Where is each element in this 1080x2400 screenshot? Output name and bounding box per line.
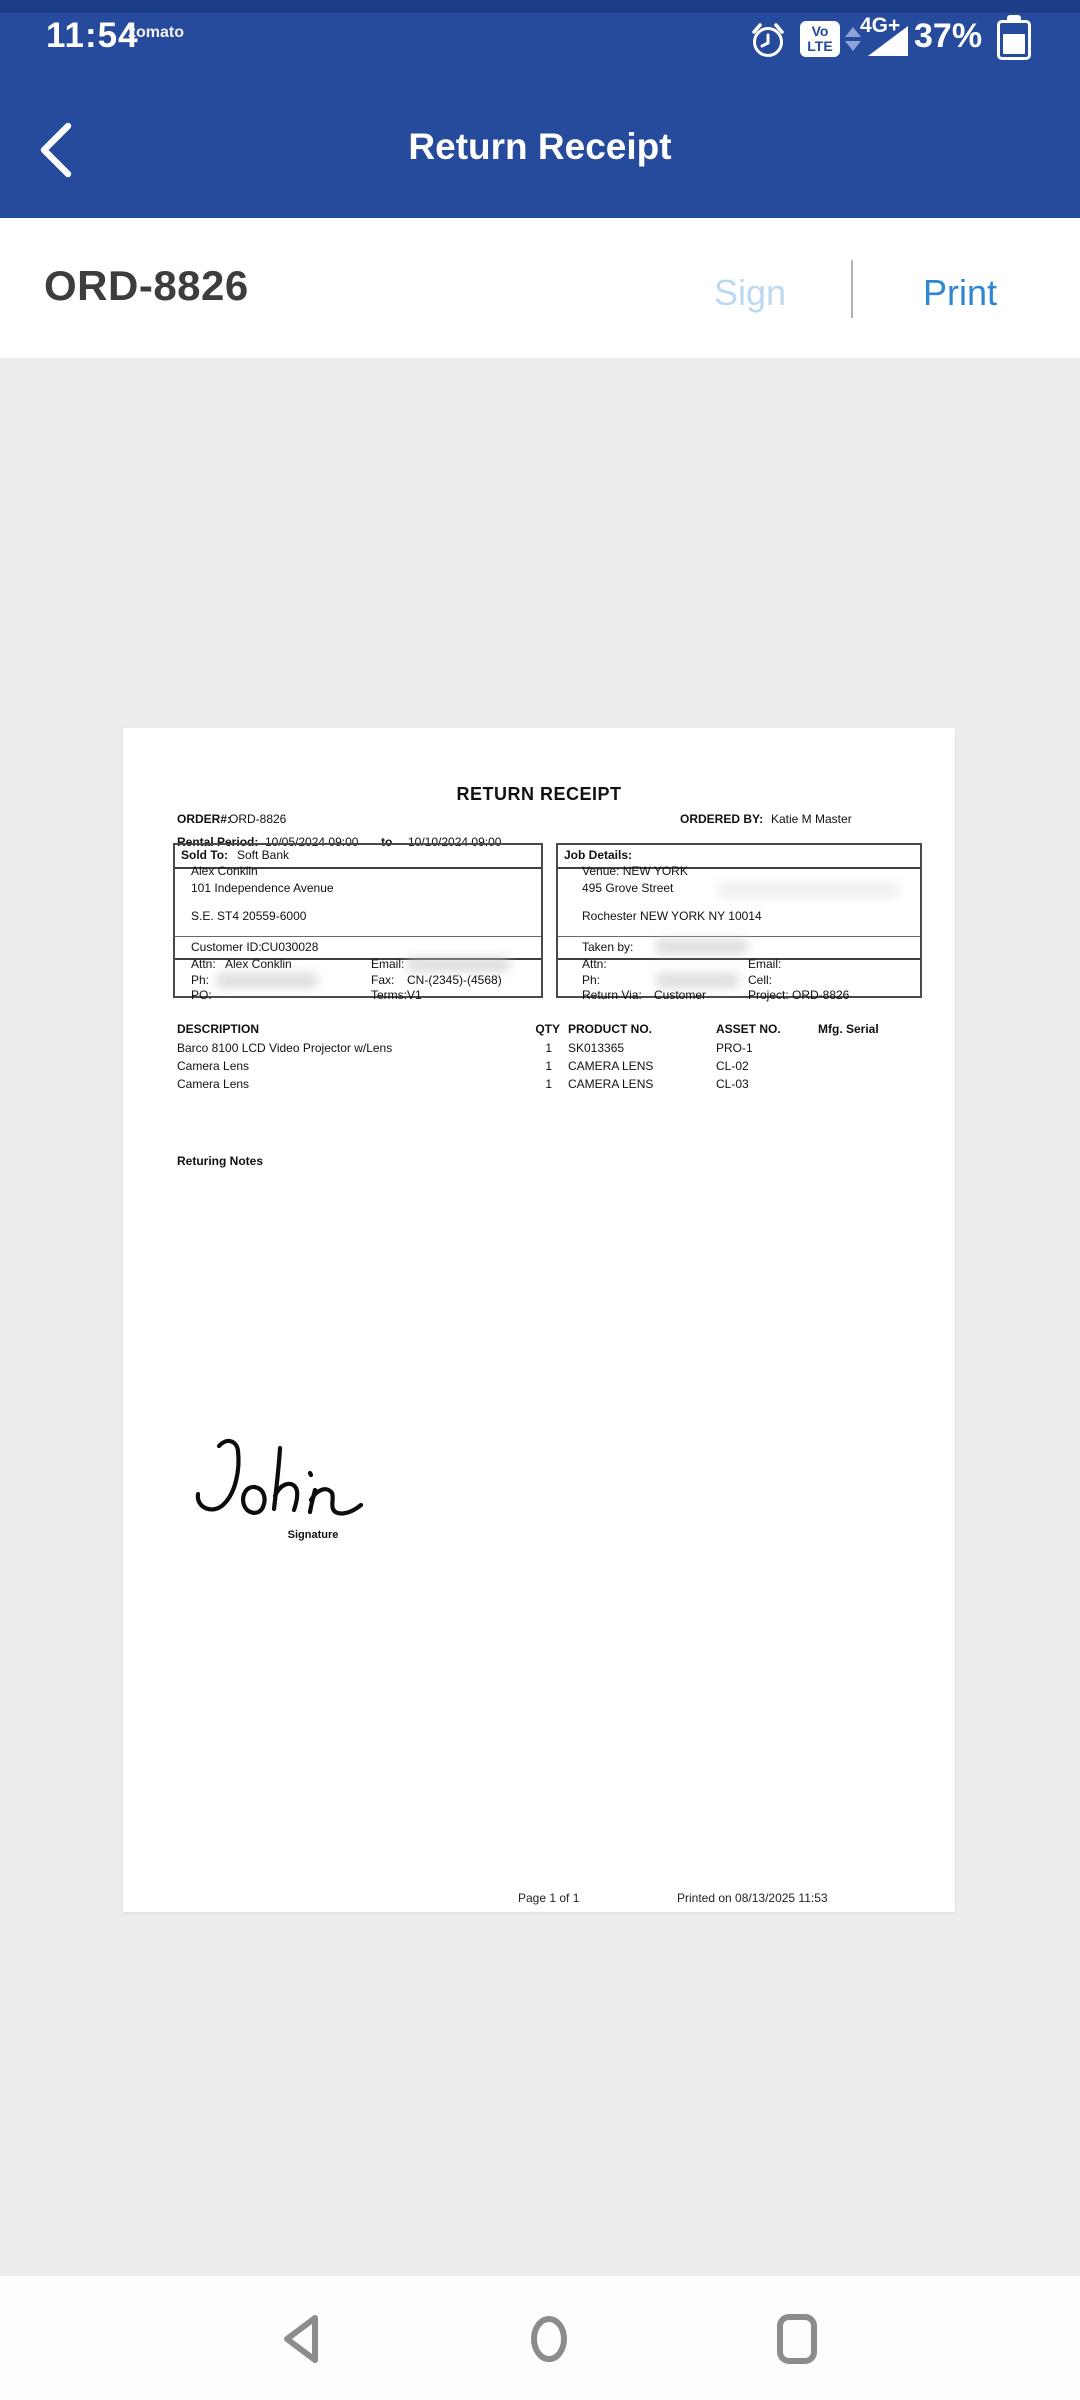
item-description: Barco 8100 LCD Video Projector w/Lens xyxy=(177,1041,393,1055)
carrier-label: zomato xyxy=(128,24,184,41)
rental-end: 10/10/2024 09:00 xyxy=(408,835,502,849)
redacted-phone xyxy=(217,973,317,988)
item-description: Camera Lens xyxy=(177,1059,250,1073)
sold-to-box xyxy=(173,843,543,1002)
redacted-job-phone xyxy=(656,973,738,988)
app-bar xyxy=(0,64,1080,218)
col-header-serial: Mfg. Serial xyxy=(818,1022,879,1036)
customer-id-label: Customer ID: xyxy=(191,940,262,954)
ordered-by-label: ORDERED BY: xyxy=(680,812,764,826)
city-line: Rochester NEW YORK NY 10014 xyxy=(582,909,762,923)
signature-drawing xyxy=(189,1434,389,1532)
item-qty: 1 xyxy=(545,1077,552,1091)
project-label: Project: xyxy=(748,988,789,1002)
item-product: SK013365 xyxy=(568,1041,625,1055)
item-asset: PRO-1 xyxy=(716,1041,753,1055)
ph-label: Ph: xyxy=(191,973,210,987)
nav-recents-square-icon xyxy=(780,2317,814,2361)
item-description: Camera Lens xyxy=(177,1077,250,1091)
job-email-label: Email: xyxy=(748,957,782,971)
item-qty: 1 xyxy=(545,1041,552,1055)
sold-to-address2: S.E. ST4 20559-6000 xyxy=(191,909,307,923)
order-value: ORD-8826 xyxy=(229,812,287,826)
document-title: RETURN RECEIPT xyxy=(456,784,622,804)
ordered-by-value: Katie M Master xyxy=(771,812,852,826)
data-activity-arrows-icon xyxy=(845,27,861,53)
redacted-email xyxy=(407,957,509,972)
sold-to-company: Soft Bank xyxy=(237,848,290,862)
job-attn-label: Attn: xyxy=(582,957,607,971)
email-label: Email: xyxy=(371,957,405,971)
nav-recents-button[interactable] xyxy=(770,2312,830,2366)
battery-percent-label: 37% xyxy=(914,17,983,55)
fax-value: CN-(2345)-(4568) xyxy=(407,973,502,987)
footer-page-number: Page 1 of 1 xyxy=(518,1891,580,1905)
status-time: 11:54 xyxy=(46,16,139,55)
attn-label: Attn: xyxy=(191,957,216,971)
job-details-label: Job Details: xyxy=(564,848,633,862)
rental-to-word: to xyxy=(381,835,393,849)
signature-john-strokes xyxy=(198,1441,361,1514)
terms-value: V1 xyxy=(407,988,422,1002)
job-ph-label: Ph: xyxy=(582,973,601,987)
sold-to-contact-name: Alex Conklin xyxy=(191,864,258,878)
item-qty: 1 xyxy=(545,1059,552,1073)
nav-back-button[interactable] xyxy=(275,2312,335,2366)
rental-start: 10/05/2024 09:00 xyxy=(265,835,359,849)
street-line: 495 Grove Street xyxy=(582,881,674,895)
android-nav-bar xyxy=(0,2276,1080,2400)
network-type-label: 4G+ xyxy=(860,14,901,37)
customer-id-value: CU030028 xyxy=(261,940,319,954)
return-via-value: Customer xyxy=(654,988,707,1002)
venue-line: Venue: NEW YORK xyxy=(582,864,688,878)
returning-notes-label: Returing Notes xyxy=(177,1154,264,1168)
receipt-page xyxy=(123,728,955,1912)
nav-home-circle-icon xyxy=(534,2319,564,2359)
volte-text-bottom: LTE xyxy=(807,38,833,54)
print-button[interactable]: Print xyxy=(922,272,998,313)
footer-printed-timestamp: Printed on 08/13/2025 11:53 xyxy=(677,1891,828,1905)
page-title: Return Receipt xyxy=(408,126,672,167)
col-header-asset: ASSET NO. xyxy=(716,1022,781,1036)
project-value: ORD-8826 xyxy=(792,988,850,1002)
return-via-label: Return Via: xyxy=(582,988,642,1002)
volte-text-top: Vo xyxy=(811,23,829,39)
signature-label: Signature xyxy=(287,1529,339,1541)
order-label: ORDER#: xyxy=(177,812,232,826)
taken-by-row xyxy=(558,936,920,960)
terms-label: Terms: xyxy=(371,988,407,1002)
status-bar xyxy=(0,0,1080,64)
order-number: ORD-8826 xyxy=(44,262,249,309)
nav-back-triangle-icon xyxy=(287,2318,315,2360)
divider xyxy=(851,260,853,318)
job-details-box xyxy=(556,843,922,1002)
redacted-address xyxy=(718,883,898,897)
po-label: PO: xyxy=(191,988,212,1002)
col-header-description: DESCRIPTION xyxy=(177,1022,260,1036)
nav-home-button[interactable] xyxy=(522,2312,582,2366)
document-preview-area[interactable] xyxy=(0,358,1080,2276)
sold-to-address1: 101 Independence Avenue xyxy=(191,881,334,895)
redacted-taken-by xyxy=(656,939,748,954)
action-bar xyxy=(0,218,1080,358)
cell-label: Cell: xyxy=(748,973,773,987)
col-header-qty: QTY xyxy=(535,1022,560,1036)
item-asset: CL-02 xyxy=(716,1059,749,1073)
item-product: CAMERA LENS xyxy=(568,1077,654,1091)
col-header-product: PRODUCT NO. xyxy=(568,1022,652,1036)
rental-period-label: Rental Period: xyxy=(177,835,259,849)
attn-value: Alex Conklin xyxy=(225,957,292,971)
item-asset: CL-03 xyxy=(716,1077,749,1091)
alarm-icon xyxy=(748,20,788,65)
taken-by-label: Taken by: xyxy=(582,940,634,954)
sold-to-label: Sold To: xyxy=(181,848,229,862)
volte-icon xyxy=(800,21,840,57)
fax-label: Fax: xyxy=(371,973,395,987)
signal-strength-icon xyxy=(868,26,908,56)
sign-button[interactable]: Sign xyxy=(713,272,787,313)
item-product: CAMERA LENS xyxy=(568,1059,654,1073)
battery-icon xyxy=(997,15,1031,61)
